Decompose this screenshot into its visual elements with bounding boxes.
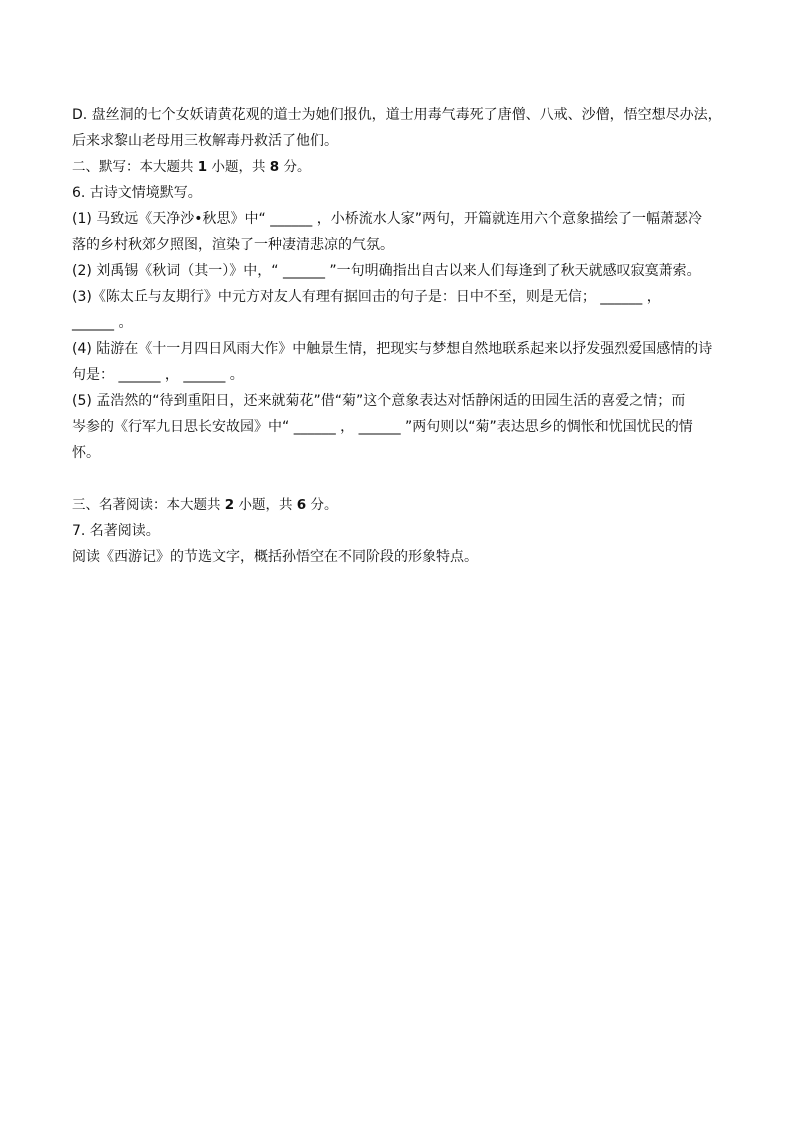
- question-6-item-2-line-1: (2) 刘禹锡《秋词（其一）》中，“ ______ ”一句明确指出自古以来人们每逢到了秋天就感叹寂寞萧索。: [72, 263, 701, 279]
- section-3-heading-part-a: 三、名著阅读：本大题共: [72, 497, 225, 513]
- section-3-heading: [72, 492, 722, 518]
- question-6-item-1-line-1: (1) 马致远《天净沙•秋思》中“ ______ ，小桥流水人家”两句，开篇就连用六个意象描绘了一幅萧瑟冷: [72, 211, 702, 227]
- question-7-instruction: 阅读《西游记》的节选文字，概括孙悟空在不同阶段的形象特点。: [72, 549, 478, 565]
- question-6-item-5-line-2: 岑参的《行军九日思长安故园》中“ ______ ， ______ ”两句则以“菊”表达思乡的惆怅和忧国忧民的情: [72, 419, 693, 435]
- section-3-heading-part-b: 小题，共: [234, 497, 297, 513]
- question-7-title: 7. 名著阅读。: [72, 523, 160, 539]
- option-d-line-1: D. 盘丝洞的七个女妖请黄花观的道士为她们报仇，道士用毒气毒死了唐僧、八戒、沙僧，悟空想尽办法，: [72, 107, 722, 123]
- section-2-score: 8: [269, 159, 280, 175]
- section-2-heading-part-b: 小题，共: [207, 159, 270, 175]
- question-6-item-5-line-3: 怀。: [72, 445, 100, 461]
- question-6-title: 6. 古诗文情境默写。: [72, 185, 202, 201]
- section-3-heading-part-c: 分。: [306, 497, 338, 513]
- section-2-heading-part-c: 分。: [279, 159, 311, 175]
- question-6-item-3-line-2: ______ 。: [72, 315, 133, 331]
- section-spacer: [72, 466, 722, 492]
- section-2-question-count: 1: [197, 159, 208, 175]
- question-6-item-5-line-1: (5) 孟浩然的“待到重阳日，还来就菊花”借“菊”这个意象表达对恬静闲适的田园生活的喜爱之情；而: [72, 393, 686, 409]
- section-2-heading: [72, 154, 722, 180]
- question-6-item-1-line-2: 落的乡村秋郊夕照图，渲染了一种凄清悲凉的气氛。: [72, 237, 394, 253]
- section-2-heading-part-a: 二、默写：本大题共: [72, 159, 198, 175]
- option-d-line-2: 后来求黎山老母用三枚解毒丹救活了他们。: [72, 133, 338, 149]
- document-content: [72, 102, 722, 570]
- question-6-item-4-line-1: (4) 陆游在《十一月四日风雨大作》中触景生情，把现实与梦想自然地联系起来以抒发强烈爱国感情的诗: [72, 341, 713, 357]
- question-6-item-3-line-1: (3)《陈太丘与友期行》中元方对友人有理有据回击的句子是：日中不至，则是无信； ______ ，: [72, 289, 661, 305]
- question-6-item-4-line-2: 句是： ______ ， ______ 。: [72, 367, 244, 383]
- section-3-score: 6: [296, 497, 307, 513]
- section-3-question-count: 2: [224, 497, 235, 513]
